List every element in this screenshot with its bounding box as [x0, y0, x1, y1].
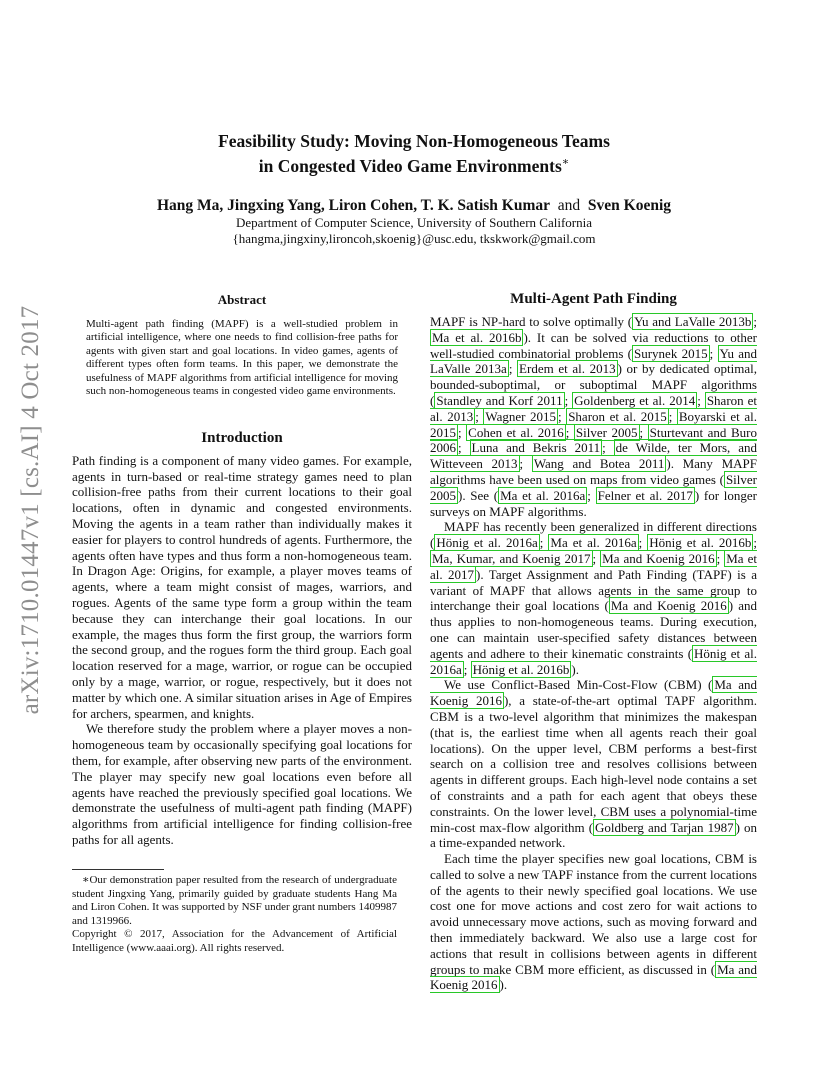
citation-link[interactable]: Ma et al. 2016a	[550, 535, 637, 551]
intro-paragraph-1: Path finding is a component of many video games. For example, agents in turn-based or real-time strategy games need to plan collision-free paths from their current locations to their goal locations, often in dynamic and congested environments. Moving the agents in a team rather than individually makes it easier for players to control hundreds of agents. Furthermore, the agents often have types and thus form a non-homogeneous team. In Dragon Age: Origins, for example, a player moves teams of agents, where a team might consist of mages, warriors, and rogues. Agents of the same type form a group within the team because they can interchange their goal locations. In our example, the mages thus form the first group, the warriors form the second group, and the rogues form the third group. Each goal location reserved for a mage, warrior, or rogue can be occupied only by a mage, warrior, or rogue, respectively, but it does not matter by which one. A similar situation arises in Age of Empires for archers, spearmen, and knights.	[72, 452, 412, 721]
text-run: ;	[587, 487, 596, 503]
arxiv-stamp	[10, 305, 52, 715]
affiliation: Department of Computer Science, University of Southern California	[236, 214, 592, 230]
citation-link[interactable]: Hönig et al. 2016a	[436, 535, 538, 551]
citation-link[interactable]: Ma et al. 2016b	[432, 329, 522, 345]
text-run: ;	[564, 392, 573, 408]
author-list	[100, 196, 728, 215]
text-run: ;	[458, 424, 467, 440]
citation-link[interactable]: Silver 2005	[575, 424, 638, 440]
authors-main: Hang Ma, Jingxing Yang, Liron Cohen, T. K. Satish Kumar	[156, 196, 551, 214]
text-run: MAPF is NP-hard to solve optimally (	[430, 314, 633, 329]
text-run: ) on a time-expanded network.	[430, 819, 757, 851]
citation-link[interactable]: Silver 2005	[430, 471, 757, 503]
citation-link[interactable]: Ma, Kumar, and Koenig 2017	[432, 550, 591, 566]
text-run: ;	[458, 440, 470, 456]
citation-link[interactable]: Sharon et al. 2013	[430, 392, 758, 424]
citation-link[interactable]: Hönig et al. 2016b	[472, 661, 570, 677]
text-run: ;	[638, 535, 648, 551]
citation-link[interactable]: Hönig et al. 2016a	[430, 645, 758, 677]
text-run: ), a state-of-the-art optimal TAPF algorithm. CBM is a two-level algorithm that minimizes the makespan (that is, the earliest time when all agents reach their goal locations). On the upper level, CBM performs a best-first search on a collision tree and resolves collisions between agents in different groups. Each high-level node contains a set of constraints and a path for each agent that obeys these constraints. On the lower level, CBM uses a polynomial-time min-cost max-flow algorithm (	[430, 693, 758, 835]
text-run: ;	[602, 440, 614, 456]
text-run: ;	[639, 424, 648, 440]
mapf-paragraph-1	[430, 314, 757, 519]
mapf-heading: Multi-Agent Path Finding	[510, 291, 677, 307]
text-run: ;	[558, 408, 567, 424]
text-run: ). Many MAPF algorithms have been used on maps from video games (	[430, 456, 757, 487]
text-run: ;	[565, 424, 574, 440]
paper-header	[100, 131, 728, 247]
text-run: ;	[463, 661, 471, 677]
citation-link[interactable]: Wang and Botea 2011	[533, 456, 665, 472]
mapf-paragraph-3	[430, 677, 757, 851]
text-run: MAPF has recently been generalized in different directions (	[430, 519, 757, 551]
title-line-1: Feasibility Study: Moving Non-Homogeneous Teams	[218, 131, 610, 151]
footnote-copyright: Copyright © 2017, Association for the Advancement of Artificial Intelligence (www.aaai.org). All rights reserved.	[72, 928, 397, 954]
citation-link[interactable]: Sharon et al. 2015	[568, 408, 667, 424]
text-run: ;	[539, 535, 549, 551]
citation-link[interactable]: Standley and Korf 2011	[436, 392, 563, 408]
text-run: ;	[508, 361, 518, 377]
citation-link[interactable]: Yu and LaValle 2013a	[430, 345, 757, 377]
text-run: Each time the player specifies new goal locations, CBM is called to solve a new TAPF instance from the current locations of the agents to their newly specified goal locations. We use cost one for move actions and cost zero for wait actions to avoid unnecessary move actions, such as moving forward and then immediately backward. We also use a large cost for actions that result in collisions between agents in different groups to make CBM more efficient, as discussed in (	[430, 851, 757, 977]
text-run: ). Target Assignment and Path Finding (TAPF) is a variant of MAPF that allows agents in the same group to interchange their goal locations (	[430, 566, 757, 614]
authors-last: Sven Koenig	[587, 196, 672, 214]
citation-link[interactable]: Ma and Koenig 2016	[602, 550, 715, 566]
text-run: ;	[475, 408, 484, 424]
intro-paragraph-2: We therefore study the problem where a player moves a non-homogeneous team by occasionally specifying goal locations for them, for example, after observing new parts of the environment. The player may specify new goal locations even before all agents have reached the previously specified goal locations. We demonstrate the usefulness of multi-agent path finding (MAPF) algorithms from artificial intelligence for finding collision-free paths for all agents.	[72, 721, 412, 847]
introduction-heading: Introduction	[201, 429, 283, 446]
citation-link[interactable]: Ma and Koenig 2016	[430, 961, 757, 993]
mapf-paragraph-2	[430, 519, 757, 677]
mapf-paragraph-4	[430, 851, 757, 993]
left-column	[72, 290, 412, 848]
citation-link[interactable]: Ma and Koenig 2016	[610, 598, 727, 614]
text-run: ).	[571, 661, 580, 677]
abstract-text: Multi-agent path finding (MAPF) is a well-studied problem in artificial intelligence, where one needs to find collision-free paths for agents with given start and goal locations. In video games, agents of different types often form teams. In this paper, we demonstrate the usefulness of MAPF algorithms from artificial intelligence for moving such non-homogeneous teams in congested video game environments.	[86, 317, 398, 398]
text-run: ).	[499, 977, 508, 993]
authors-and: and	[557, 196, 581, 214]
citation-link[interactable]: de Wilde, ter Mors, and Witteveen 2013	[430, 440, 757, 472]
text-run: ;	[519, 456, 532, 472]
citation-link[interactable]: Luna and Bekris 2011	[471, 440, 601, 456]
text-run: We use Conflict-Based Min-Cost-Flow (CBM) (	[444, 677, 713, 693]
text-run: ) for longer surveys on MAPF algorithms.	[430, 487, 757, 519]
text-run: ;	[716, 550, 725, 566]
citation-link[interactable]: Erdem et al. 2013	[519, 361, 616, 377]
text-run: ). See (	[458, 487, 499, 503]
footnote	[72, 869, 397, 955]
citation-link[interactable]: Goldenberg et al. 2014	[574, 392, 696, 408]
text-run: ;	[668, 408, 677, 424]
citation-link[interactable]: Ma and Koenig 2016	[430, 677, 757, 709]
citation-link[interactable]: Surynek 2015	[634, 345, 708, 361]
title-footnote-mark: ∗	[561, 156, 570, 168]
paper-title	[100, 131, 728, 177]
text-run: ). It can be solved via reductions to other well-studied combinatorial problems (	[430, 329, 758, 361]
abstract-heading: Abstract	[217, 292, 267, 307]
citation-link[interactable]: Yu and LaValle 2013b	[634, 314, 752, 329]
citation-link[interactable]: Felner et al. 2017	[597, 487, 693, 503]
citation-link[interactable]: Hönig et al. 2016b	[649, 535, 752, 551]
text-run: ;	[709, 345, 718, 361]
arxiv-identifier[interactable]: arXiv:1710.01447v1 [cs.AI] 4 Oct 2017	[17, 305, 44, 715]
text-run: ;	[697, 392, 705, 408]
text-run: ) or by dedicated optimal, bounded-suboptimal, or suboptimal MAPF algorithms (	[430, 361, 757, 408]
text-run: ) and thus applies to non-homogeneous teams. During execution, one can maintain user-specified safety distances between agents and adhere to their kinematic constraints (	[430, 598, 757, 661]
footnote-rule	[72, 869, 164, 870]
citation-link[interactable]: Goldberg and Tarjan 1987	[595, 819, 734, 835]
citation-link[interactable]: Ma et al. 2016a	[500, 487, 586, 503]
text-run: ;	[753, 535, 757, 551]
citation-link[interactable]: Cohen et al. 2016	[468, 424, 564, 440]
text-run: ;	[753, 314, 758, 329]
citation-link[interactable]: Sturtevant and Buro 2006	[430, 424, 757, 456]
right-column	[430, 290, 757, 993]
footnote-acknowledgement: ∗Our demonstration paper resulted from the research of undergraduate student Jingxing Yang, primarily guided by graduate students Hang Ma and Liron Cohen. It was supported by NSF under grant numbers 1409987 and 1319966.	[72, 874, 397, 927]
author-emails: {hangma,jingxiny,lironcoh,skoenig}@usc.edu, tkskwork@gmail.com	[232, 230, 596, 246]
citation-link[interactable]: Boyarski et al. 2015	[430, 408, 757, 440]
citation-link[interactable]: Ma et al. 2017	[430, 550, 757, 582]
title-line-2: in Congested Video Game Environments	[258, 155, 562, 176]
citation-link[interactable]: Wagner 2015	[485, 408, 557, 424]
text-run: ;	[592, 550, 601, 566]
